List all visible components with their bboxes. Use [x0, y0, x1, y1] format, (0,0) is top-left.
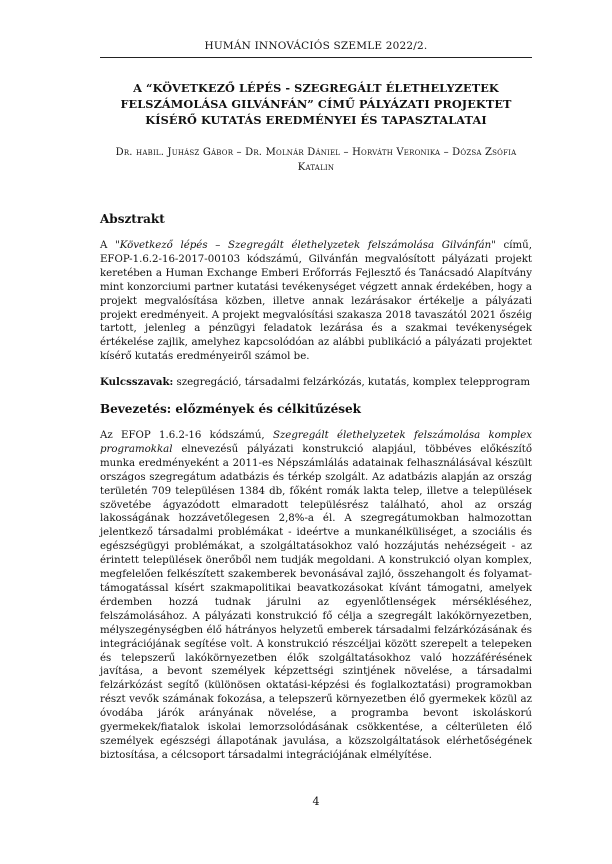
abstract-paragraph [100, 239, 532, 364]
keywords-text: szegregáció, társadalmi felzárkózás, kutatás, komplex telepprogram [173, 377, 531, 388]
abstract-project-title: "Következő lépés – Szegregált élethelyzetek felszámolása Gilvánfán" [115, 240, 496, 251]
running-head: HUMÁN INNOVÁCIÓS SZEMLE 2022/2. [204, 40, 428, 52]
abstract-heading: Absztrakt [100, 212, 165, 226]
article-title: A “KÖVETKEZŐ LÉPÉS - SZEGREGÁLT ÉLETHELYZETEK FELSZÁMOLÁSA GILVÁNFÁN” CÍMŰ PÁLYÁZATI PROJEKTET KÍSÉRŐ KUTATÁS EREDMÉNYEI ÉS TAPASZTALATAI [120, 81, 512, 127]
keywords-label: Kulcsszavak: [100, 376, 174, 388]
intro-text-post: elnevezésű pályázati konstrukció alapjául, többéves előkészítő munka eredményeként a 2011-es Népszámlálás adatainak felhasználásával készült országos szegregátum adatbázis és térkép szolgált. Az adatbázis alapján az ország területén 709 településen 1384 db, főként romák lakta telep, illetve a települések szövetébe ágyazódott elmaradott településrész található, ahol az ország lakosságának hozzávetőlegesen 2,8%-a él. A szegregátumokban halmozottan jelentkező társadalmi problémákat - ideértve a munkanélküliséget, a szociális és egészségügyi problémákat, a szolgáltatásokhoz való hozzájutás nehézségeit - az érintett települések önerőből nem tudják megoldani. A konstrukció olyan komplex, megfelelően felkészített szakemberek bevonásával zajló, összehangolt és folyamat-támogatással kísért szakmapolitikai beavatkozásokat kívánt támogatni, amelyek érdemben hozzá tudnak járulni az egyenlőtlenségek mérsékléséhez, felszámolásához. A pályázati konstrukció fő célja a szegregált lakókörnyezetben, mélyszegénységben élő hátrányos helyzetű emberek társadalmi felzárkózásának és integrációjának segítése volt. A konstrukció részcéljai között szerepelt a telepeken és telepszerű lakókörnyezetben élők szolgáltatásokhoz való hozzáférésének javítása, a bevont személyek képzettségi szintjének növelése, a társadalmi felzárkózást segítő (különösen oktatási-képzési és foglalkoztatási) programokban részt vevők számának fokozása, a telepszerű környezetben élő gyermekek közül az óvodába járók arányának növelése, a programba bevont iskoláskorú gyermekek/fiatalok iskolai lemorzsolódásának csökkentése, a célterületen élő személyek egészségi állapotának javulása, a közszolgáltatások elérhetőségének biztosítása, a célcsoport társadalmi integrációjának elmélyítése. [100, 443, 532, 761]
intro-programme-title: Szegregált élethelyzetek felszámolása komplex programokkal [100, 430, 532, 455]
header-rule [100, 57, 532, 58]
author-list: Dr. habil. Juhász Gábor – Dr. Molnár Dániel – Horváth Veronika – Dózsa Zsófia Katalin [115, 147, 517, 173]
abstract-text-pre: A [100, 240, 116, 251]
keywords-line [100, 376, 532, 390]
abstract-text-post: című, EFOP-1.6.2-16-2017-00103 kódszámú, Gilvánfán megvalósított pályázati projekt keretében a Human Exchange Emberi Erőforrás Fejlesztő és Tanácsadó Alapítvány mint konzorciumi partner kutatási tevékenységet végzett annak érdekében, hogy a projekt megvalósítása közben, illetve annak lezárásakor értékelje a pályázati projekt eredményeit. A projekt megvalósítási szakasza 2018 tavaszától 2021 őszéig tartott, jelenleg a pénzügyi feladatok lezárása és a szakmai tevékenységek értékelése zajlik, amelyhez kapcsolódóan az alábbi publikáció a pályázati projektet kísérő kutatás eredményeiről számol be. [100, 240, 532, 363]
intro-heading: Bevezetés: előzmények és célkitűzések [100, 402, 361, 416]
page-number: 4 [312, 795, 320, 808]
intro-text-pre: Az EFOP 1.6.2-16 kódszámú, [100, 430, 273, 441]
intro-paragraph [100, 429, 532, 763]
